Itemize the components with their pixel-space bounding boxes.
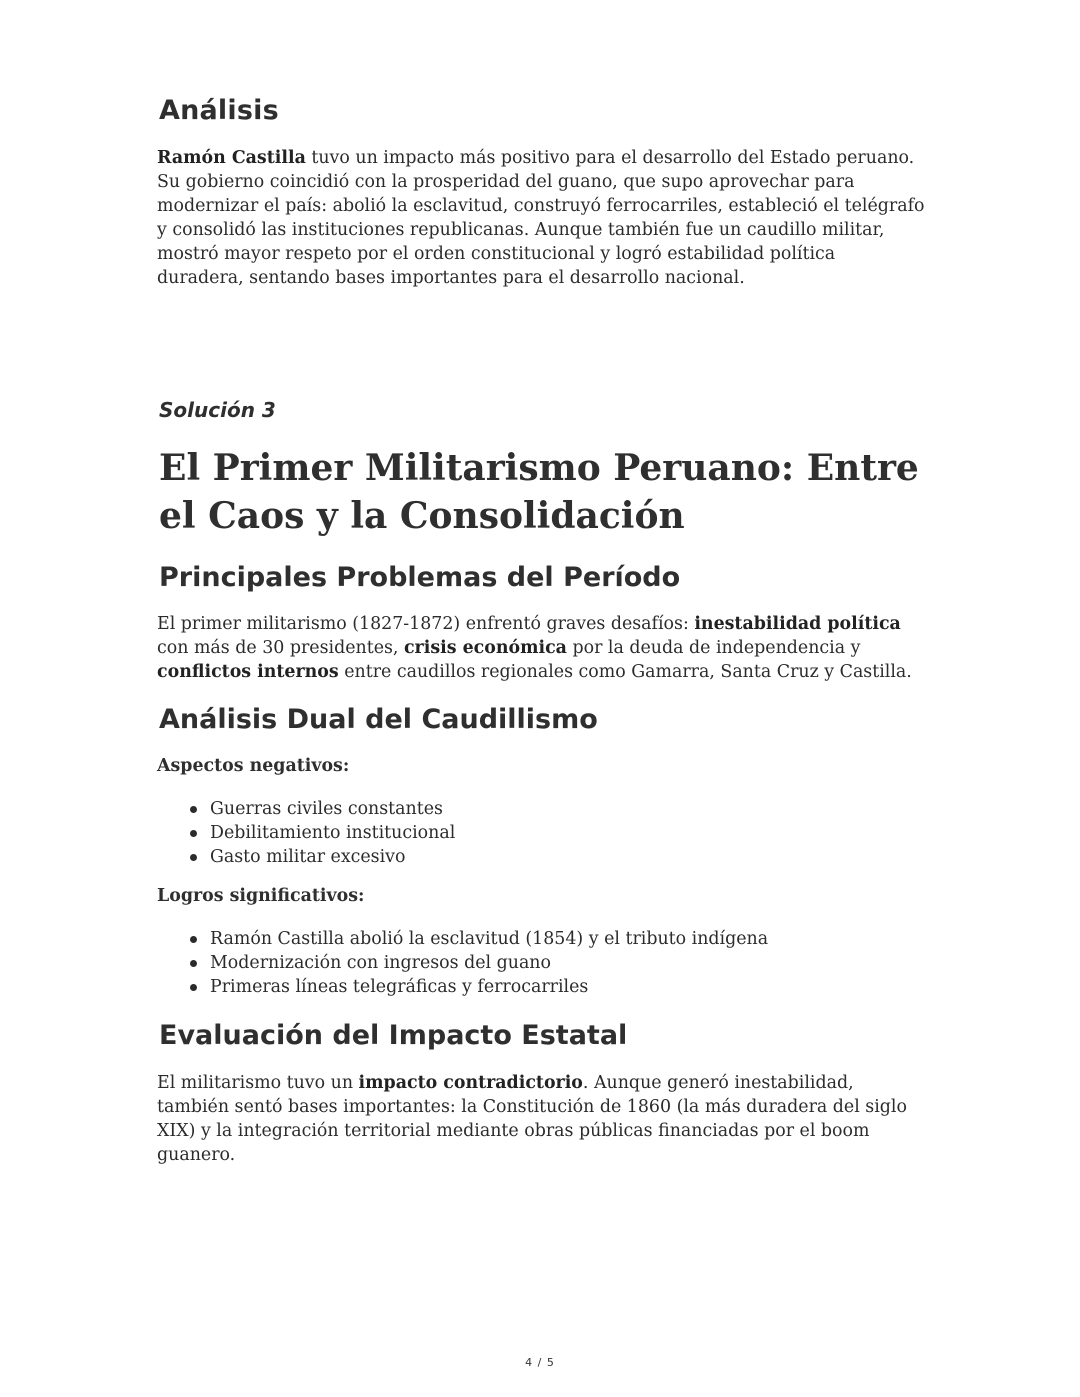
problemas-heading: Principales Problemas del Período: [159, 562, 681, 593]
list-item: [157, 975, 768, 999]
bullet-icon: [190, 984, 197, 991]
evaluacion-paragraph: [157, 1071, 927, 1167]
bullet-icon: [190, 806, 197, 813]
paragraph-text: . Aunque generó inestabilidad, también sentó bases importantes: la Constitución de 1860 (la más duradera del siglo XIX) y la integración territorial mediante obras públicas financiadas por el boom guanero.: [157, 1073, 907, 1165]
list-item-text: Primeras líneas telegráficas y ferrocarriles: [210, 977, 589, 997]
list-item-text: Gasto militar excesivo: [210, 847, 406, 867]
list-item: [157, 821, 455, 845]
list-item: [157, 951, 768, 975]
page-number: 4 / 5: [525, 1356, 555, 1369]
list-item: [157, 845, 455, 869]
list-item: [157, 927, 768, 951]
logros-label: Logros significativos:: [157, 886, 365, 906]
bullet-icon: [190, 830, 197, 837]
list-item-text: Debilitamiento institucional: [210, 823, 456, 843]
bold-term: inestabilidad política: [694, 614, 901, 634]
paragraph-text: entre caudillos regionales como Gamarra, Santa Cruz y Castilla.: [338, 662, 912, 682]
bullet-icon: [190, 854, 197, 861]
list-item-text: Guerras civiles constantes: [210, 799, 443, 819]
bullet-icon: [190, 960, 197, 967]
dual-heading: Análisis Dual del Caudillismo: [159, 704, 598, 735]
analisis-paragraph: [157, 146, 927, 290]
paragraph-text: con más de 30 presidentes,: [157, 638, 404, 658]
negativos-list: [157, 797, 455, 869]
list-item: [157, 797, 455, 821]
bold-term: impacto contradictorio: [358, 1073, 583, 1093]
list-item-text: Ramón Castilla abolió la esclavitud (1854) y el tributo indígena: [210, 929, 769, 949]
paragraph-text: tuvo un impacto más positivo para el desarrollo del Estado peruano. Su gobierno coincidió con la prosperidad del guano, que supo aprovechar para modernizar el país: abolió la esclavitud, construyó ferrocarriles, estableció el telégrafo y consolidó las instituciones republicanas. Aunque también fue un caudillo militar, mostró mayor respeto por el orden constitucional y logró estabilidad política duradera, sentando bases importantes para el desarrollo nacional.: [157, 148, 925, 288]
analisis-heading: Análisis: [159, 95, 279, 126]
bold-term: crisis económica: [403, 638, 567, 658]
logros-list: [157, 927, 768, 999]
evaluacion-heading: Evaluación del Impacto Estatal: [159, 1020, 628, 1051]
main-title: El Primer Militarismo Peruano: Entre el Caos y la Consolidación: [159, 447, 919, 537]
paragraph-text: El militarismo tuvo un: [157, 1073, 359, 1093]
negativos-label: Aspectos negativos:: [157, 756, 350, 776]
paragraph-text: El primer militarismo (1827-1872) enfrentó graves desafíos:: [157, 614, 695, 634]
bold-term: conflictos internos: [157, 662, 339, 682]
list-item-text: Modernización con ingresos del guano: [210, 953, 551, 973]
bold-term: Ramón Castilla: [157, 148, 306, 168]
problemas-paragraph: [157, 612, 932, 684]
bullet-icon: [190, 936, 197, 943]
solution-label: Solución 3: [159, 398, 276, 422]
paragraph-text: por la deuda de independencia y: [566, 638, 861, 658]
